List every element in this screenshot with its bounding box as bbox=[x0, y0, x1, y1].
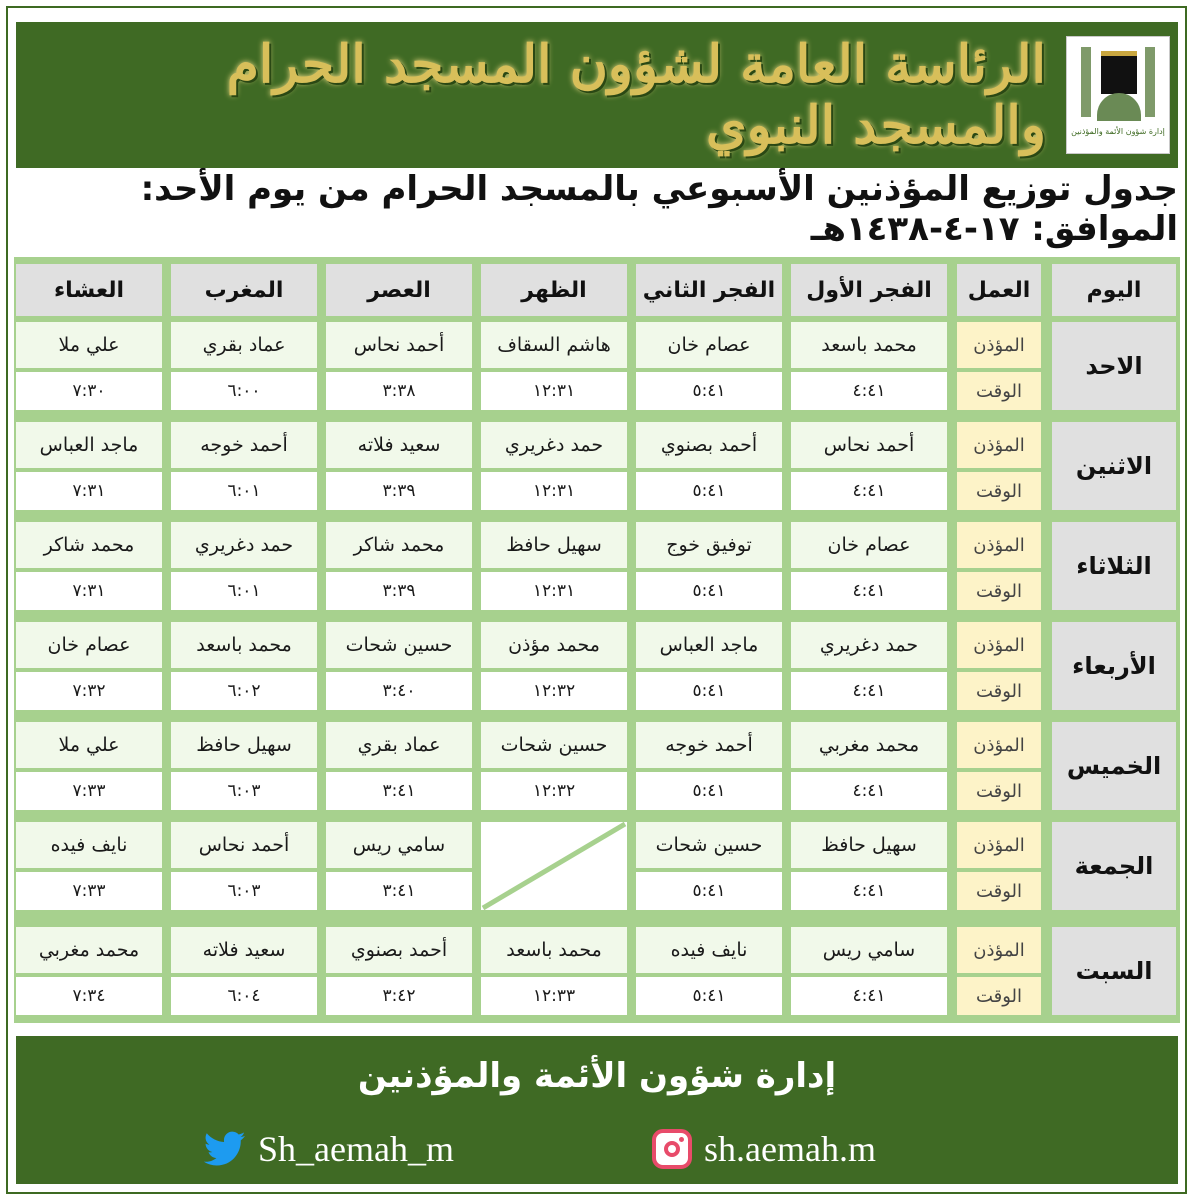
column-header: الفجر الثاني bbox=[636, 264, 782, 316]
prayer-time: ٧:٣١ bbox=[16, 472, 162, 510]
prayer-time: ٤:٤١ bbox=[791, 772, 947, 810]
muezzin-name: حمد دغريري bbox=[481, 422, 627, 468]
role-label-muezzin: المؤذن bbox=[957, 522, 1041, 568]
minaret-right-shape bbox=[1145, 47, 1155, 117]
prayer-time: ٣:٤١ bbox=[326, 772, 472, 810]
prayer-time: ٣:٣٩ bbox=[326, 572, 472, 610]
muezzin-name: ماجد العباس bbox=[16, 422, 162, 468]
muezzin-name: سهيل حافظ bbox=[791, 822, 947, 868]
muezzin-name: محمد مؤذن bbox=[481, 622, 627, 668]
column-header: الفجر الأول bbox=[791, 264, 947, 316]
prayer-time: ٣:٣٩ bbox=[326, 472, 472, 510]
muezzin-name: هاشم السقاف bbox=[481, 322, 627, 368]
muezzin-name: أحمد بصنوي bbox=[326, 927, 472, 973]
day-label: الأربعاء bbox=[1052, 622, 1176, 710]
prayer-time: ٥:٤١ bbox=[636, 472, 782, 510]
presidency-logo bbox=[1066, 36, 1170, 154]
muezzin-name: أحمد نحاس bbox=[171, 822, 317, 868]
prayer-time: ٦:٠١ bbox=[171, 572, 317, 610]
muezzin-name: حسين شحات bbox=[636, 822, 782, 868]
prayer-time: ٥:٤١ bbox=[636, 572, 782, 610]
role-label-muezzin: المؤذن bbox=[957, 422, 1041, 468]
kaaba-icon bbox=[1101, 51, 1137, 94]
muezzin-name: حسين شحات bbox=[326, 622, 472, 668]
muezzin-name: حمد دغريري bbox=[791, 622, 947, 668]
prayer-time: ٦:٠٢ bbox=[171, 672, 317, 710]
muezzin-name: محمد باسعد bbox=[481, 927, 627, 973]
muezzin-name: أحمد خوجه bbox=[636, 722, 782, 768]
prayer-time: ٦:٠٤ bbox=[171, 977, 317, 1015]
banner-title: الرئاسة العامة لشؤون المسجد الحرام والمسجد النبوي bbox=[226, 34, 1046, 156]
muezzin-name: حسين شحات bbox=[481, 722, 627, 768]
prayer-time: ٦:٠٣ bbox=[171, 772, 317, 810]
prayer-time: ٣:٤٠ bbox=[326, 672, 472, 710]
prayer-time: ٧:٣١ bbox=[16, 572, 162, 610]
schedule-subtitle: جدول توزيع المؤذنين الأسبوعي بالمسجد الحرام من يوم الأحد: الموافق: ١٧-٤-١٤٣٨هـ bbox=[140, 169, 1178, 249]
header-banner bbox=[16, 22, 1178, 168]
prayer-time: ٣:٤٢ bbox=[326, 977, 472, 1015]
muezzin-name: عصام خان bbox=[636, 322, 782, 368]
muezzin-name: سعيد فلاته bbox=[326, 422, 472, 468]
prayer-time: ٤:٤١ bbox=[791, 572, 947, 610]
muezzin-name: عماد بقري bbox=[326, 722, 472, 768]
muezzin-name: ماجد العباس bbox=[636, 622, 782, 668]
day-label: السبت bbox=[1052, 927, 1176, 1015]
muezzin-name: أحمد نحاس bbox=[791, 422, 947, 468]
role-label-time: الوقت bbox=[957, 572, 1041, 610]
prayer-time: ٥:٤١ bbox=[636, 977, 782, 1015]
muezzin-name: محمد باسعد bbox=[791, 322, 947, 368]
slash-line bbox=[483, 824, 625, 908]
prayer-time: ١٢:٣١ bbox=[481, 572, 627, 610]
muezzin-name: عصام خان bbox=[16, 622, 162, 668]
schedule-table bbox=[14, 257, 1180, 1023]
role-label-time: الوقت bbox=[957, 772, 1041, 810]
twitter-handle: Sh_aemah_m bbox=[258, 1129, 454, 1169]
logo-text: إدارة شؤون الأئمة والمؤذنين bbox=[1071, 127, 1165, 136]
column-header: العمل bbox=[957, 264, 1041, 316]
prayer-time: ٧:٣٣ bbox=[16, 772, 162, 810]
role-label-time: الوقت bbox=[957, 672, 1041, 710]
footer-title: إدارة شؤون الأئمة والمؤذنين bbox=[357, 1056, 837, 1096]
day-label: الاحد bbox=[1052, 322, 1176, 410]
prayer-time: ٧:٣٢ bbox=[16, 672, 162, 710]
prayer-time: ٤:٤١ bbox=[791, 977, 947, 1015]
instagram-camera-icon bbox=[652, 1129, 692, 1169]
instagram-handle: sh.aemah.m bbox=[704, 1129, 876, 1169]
prayer-time: ٤:٤١ bbox=[791, 872, 947, 910]
footer-banner bbox=[16, 1036, 1178, 1184]
muezzin-name: محمد باسعد bbox=[171, 622, 317, 668]
muezzin-name: حمد دغريري bbox=[171, 522, 317, 568]
prayer-time: ١٢:٣٢ bbox=[481, 772, 627, 810]
muezzin-name: محمد شاكر bbox=[16, 522, 162, 568]
prayer-time: ٥:٤١ bbox=[636, 772, 782, 810]
twitter-bird-icon bbox=[204, 1131, 246, 1167]
muezzin-name: سهيل حافظ bbox=[171, 722, 317, 768]
day-label: الجمعة bbox=[1052, 822, 1176, 910]
column-header: اليوم bbox=[1052, 264, 1176, 316]
role-label-time: الوقت bbox=[957, 372, 1041, 410]
muezzin-name: سعيد فلاته bbox=[171, 927, 317, 973]
prayer-time: ٣:٤١ bbox=[326, 872, 472, 910]
muezzin-name: عصام خان bbox=[791, 522, 947, 568]
muezzin-name: محمد مغربي bbox=[16, 927, 162, 973]
muezzin-name: عماد بقري bbox=[171, 322, 317, 368]
prayer-time: ٤:٤١ bbox=[791, 372, 947, 410]
muezzin-name: أحمد نحاس bbox=[326, 322, 472, 368]
prayer-time: ٥:٤١ bbox=[636, 672, 782, 710]
muezzin-name: علي ملا bbox=[16, 322, 162, 368]
muezzin-name: علي ملا bbox=[16, 722, 162, 768]
column-header: العصر bbox=[326, 264, 472, 316]
role-label-muezzin: المؤذن bbox=[957, 622, 1041, 668]
muezzin-name: سامي ريس bbox=[326, 822, 472, 868]
empty-slot bbox=[481, 822, 627, 910]
role-label-muezzin: المؤذن bbox=[957, 322, 1041, 368]
prayer-time: ٦:٠٣ bbox=[171, 872, 317, 910]
day-label: الخميس bbox=[1052, 722, 1176, 810]
prayer-time: ١٢:٣١ bbox=[481, 472, 627, 510]
prayer-time: ١٢:٣٣ bbox=[481, 977, 627, 1015]
muezzin-name: أحمد خوجه bbox=[171, 422, 317, 468]
column-header: المغرب bbox=[171, 264, 317, 316]
prayer-time: ٦:٠١ bbox=[171, 472, 317, 510]
instagram-link[interactable] bbox=[652, 1128, 876, 1170]
prayer-time: ٤:٤١ bbox=[791, 672, 947, 710]
empty-slot-slash bbox=[481, 822, 627, 910]
prayer-time: ١٢:٣٢ bbox=[481, 672, 627, 710]
muezzin-name: أحمد بصنوي bbox=[636, 422, 782, 468]
role-label-time: الوقت bbox=[957, 472, 1041, 510]
day-label: الثلاثاء bbox=[1052, 522, 1176, 610]
day-label: الاثنين bbox=[1052, 422, 1176, 510]
muezzin-name: سهيل حافظ bbox=[481, 522, 627, 568]
muezzin-name: نايف فيده bbox=[16, 822, 162, 868]
role-label-time: الوقت bbox=[957, 872, 1041, 910]
column-header: العشاء bbox=[16, 264, 162, 316]
prayer-time: ٤:٤١ bbox=[791, 472, 947, 510]
muezzin-name: محمد شاكر bbox=[326, 522, 472, 568]
prayer-time: ٧:٣٠ bbox=[16, 372, 162, 410]
role-label-time: الوقت bbox=[957, 977, 1041, 1015]
prayer-time: ٣:٣٨ bbox=[326, 372, 472, 410]
prayer-time: ٥:٤١ bbox=[636, 372, 782, 410]
dome-shape bbox=[1097, 93, 1141, 121]
muezzin-name: نايف فيده bbox=[636, 927, 782, 973]
twitter-link[interactable] bbox=[204, 1128, 454, 1170]
role-label-muezzin: المؤذن bbox=[957, 822, 1041, 868]
role-label-muezzin: المؤذن bbox=[957, 927, 1041, 973]
prayer-time: ٦:٠٠ bbox=[171, 372, 317, 410]
column-header: الظهر bbox=[481, 264, 627, 316]
prayer-time: ٧:٣٤ bbox=[16, 977, 162, 1015]
muezzin-name: سامي ريس bbox=[791, 927, 947, 973]
minaret-left-shape bbox=[1081, 47, 1091, 117]
muezzin-name: محمد مغربي bbox=[791, 722, 947, 768]
prayer-time: ١٢:٣١ bbox=[481, 372, 627, 410]
muezzin-name: توفيق خوج bbox=[636, 522, 782, 568]
role-label-muezzin: المؤذن bbox=[957, 722, 1041, 768]
prayer-time: ٥:٤١ bbox=[636, 872, 782, 910]
prayer-time: ٧:٣٣ bbox=[16, 872, 162, 910]
